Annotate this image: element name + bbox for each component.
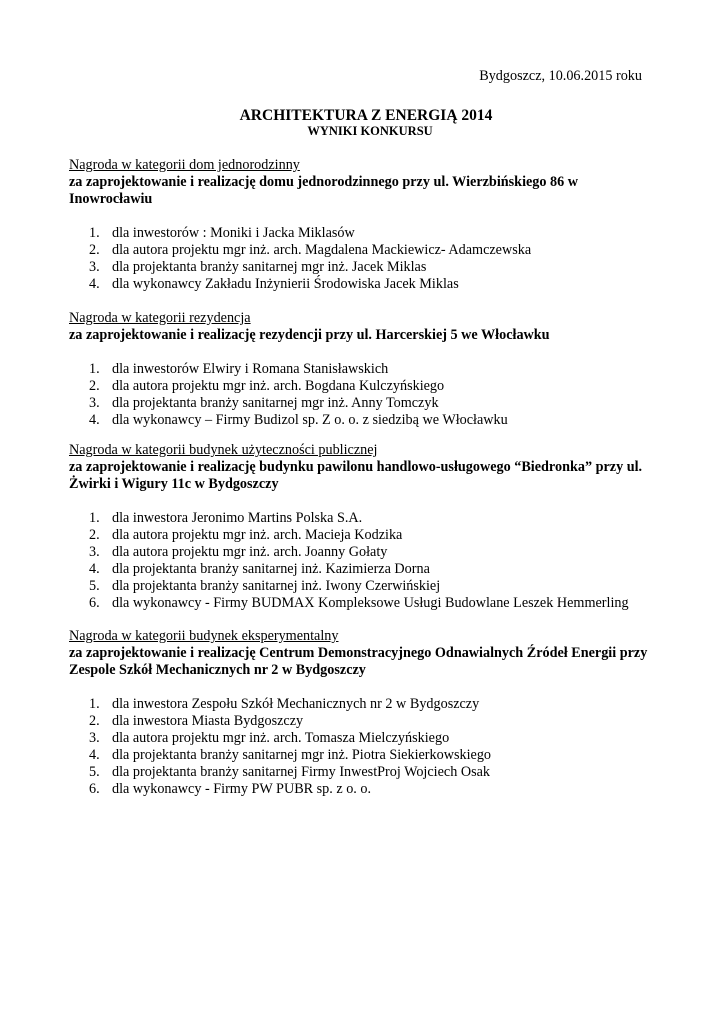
list-item-number: 1. bbox=[89, 225, 100, 241]
document-date: Bydgoszcz, 10.06.2015 roku bbox=[479, 68, 642, 84]
list-item-text: dla projektanta branży sanitarnej Firmy InwestProj Wojciech Osak bbox=[112, 764, 491, 780]
list-item-text: dla projektanta branży sanitarnej inż. Kazimierza Dorna bbox=[112, 561, 430, 577]
list-item-text: dla inwestora Miasta Bydgoszczy bbox=[112, 713, 304, 729]
list-item bbox=[69, 713, 659, 730]
award-section-experimental-building bbox=[69, 628, 659, 798]
list-item-number: 2. bbox=[89, 378, 100, 394]
list-item bbox=[69, 225, 659, 242]
list-item-text: dla inwestorów Elwiry i Romana Stanisławskich bbox=[112, 361, 389, 377]
list-item bbox=[69, 781, 659, 798]
list-item-text: dla projektanta branży sanitarnej mgr inż. Piotra Siekierkowskiego bbox=[112, 747, 492, 763]
list-item-text: dla wykonawcy - Firmy PW PUBR sp. z o. o. bbox=[112, 781, 372, 797]
list-item bbox=[69, 561, 659, 578]
list-item bbox=[69, 578, 659, 595]
list-item-text: dla autora projektu mgr inż. arch. Bogdana Kulczyńskiego bbox=[112, 378, 445, 394]
list-item-number: 4. bbox=[89, 747, 100, 763]
list-item-number: 3. bbox=[89, 544, 100, 560]
list-item-number: 1. bbox=[89, 510, 100, 526]
list-item bbox=[69, 361, 659, 378]
award-section-residence bbox=[69, 310, 659, 429]
document-title: ARCHITEKTURA Z ENERGIĄ 2014 bbox=[239, 107, 493, 124]
awardees-list bbox=[69, 361, 659, 429]
list-item-number: 3. bbox=[89, 730, 100, 746]
award-description: za zaprojektowanie i realizację budynku pawilonu handlowo-usługowego “Biedronka” przy ul. Żwirki i Wigury 11c w Bydgoszczy bbox=[69, 459, 643, 492]
list-item bbox=[69, 696, 659, 713]
award-description: za zaprojektowanie i realizację Centrum Demonstracyjnego Odnawialnych Źródeł Energii przy Zespole Szkół Mechanicznych nr 2 w Bydgoszczy bbox=[69, 645, 648, 678]
list-item-number: 3. bbox=[89, 259, 100, 275]
list-item-number: 5. bbox=[89, 764, 100, 780]
list-item-number: 5. bbox=[89, 578, 100, 594]
list-item-text: dla projektanta branży sanitarnej inż. Iwony Czerwińskiej bbox=[112, 578, 441, 594]
list-item-text: dla inwestorów : Moniki i Jacka Miklasów bbox=[112, 225, 355, 241]
list-item-text: dla projektanta branży sanitarnej mgr inż. Jacek Miklas bbox=[112, 259, 427, 275]
list-item bbox=[69, 764, 659, 781]
list-item-text: dla wykonawcy Zakładu Inżynierii Środowiska Jacek Miklas bbox=[112, 276, 459, 292]
award-section-public-building bbox=[69, 442, 659, 612]
awardees-list bbox=[69, 696, 659, 798]
award-description: za zaprojektowanie i realizację domu jednorodzinnego przy ul. Wierzbińskiego 86 w Inowrocławiu bbox=[69, 174, 579, 207]
list-item bbox=[69, 527, 659, 544]
list-item bbox=[69, 378, 659, 395]
list-item-number: 6. bbox=[89, 595, 100, 611]
list-item-number: 2. bbox=[89, 242, 100, 258]
document-subtitle: WYNIKI KONKURSU bbox=[307, 124, 433, 138]
list-item-text: dla autora projektu mgr inż. arch. Macieja Kodzika bbox=[112, 527, 403, 543]
list-item-number: 4. bbox=[89, 561, 100, 577]
list-item bbox=[69, 242, 659, 259]
list-item-text: dla autora projektu mgr inż. arch. Tomasza Mielczyńskiego bbox=[112, 730, 450, 746]
award-category: Nagroda w kategorii rezydencja bbox=[69, 310, 251, 326]
award-section-single-family-house bbox=[69, 157, 659, 293]
list-item-text: dla autora projektu mgr inż. arch. Magdalena Mackiewicz- Adamczewska bbox=[112, 242, 532, 258]
list-item bbox=[69, 747, 659, 764]
list-item bbox=[69, 544, 659, 561]
list-item-number: 3. bbox=[89, 395, 100, 411]
list-item-number: 6. bbox=[89, 781, 100, 797]
list-item-text: dla wykonawcy - Firmy BUDMAX Kompleksowe Usługi Budowlane Leszek Hemmerling bbox=[112, 595, 629, 611]
list-item bbox=[69, 395, 659, 412]
awardees-list bbox=[69, 510, 659, 612]
list-item bbox=[69, 595, 659, 612]
award-category: Nagroda w kategorii budynek użyteczności publicznej bbox=[69, 442, 378, 458]
awardees-list bbox=[69, 225, 659, 293]
award-category: Nagroda w kategorii dom jednorodzinny bbox=[69, 157, 300, 173]
list-item-number: 1. bbox=[89, 361, 100, 377]
list-item bbox=[69, 412, 659, 429]
list-item bbox=[69, 259, 659, 276]
list-item bbox=[69, 276, 659, 293]
list-item-text: dla inwestora Jeronimo Martins Polska S.A. bbox=[112, 510, 363, 526]
list-item bbox=[69, 730, 659, 747]
award-description: za zaprojektowanie i realizację rezydencji przy ul. Harcerskiej 5 we Włocławku bbox=[69, 327, 550, 343]
list-item-number: 4. bbox=[89, 276, 100, 292]
list-item bbox=[69, 510, 659, 527]
award-category: Nagroda w kategorii budynek eksperymentalny bbox=[69, 628, 339, 644]
list-item-number: 4. bbox=[89, 412, 100, 428]
list-item-text: dla wykonawcy – Firmy Budizol sp. Z o. o. z siedzibą we Włocławku bbox=[112, 412, 508, 428]
list-item-text: dla inwestora Zespołu Szkół Mechanicznych nr 2 w Bydgoszczy bbox=[112, 696, 480, 712]
list-item-text: dla projektanta branży sanitarnej mgr inż. Anny Tomczyk bbox=[112, 395, 439, 411]
list-item-number: 2. bbox=[89, 527, 100, 543]
list-item-number: 1. bbox=[89, 696, 100, 712]
list-item-number: 2. bbox=[89, 713, 100, 729]
list-item-text: dla autora projektu mgr inż. arch. Joanny Gołaty bbox=[112, 544, 388, 560]
